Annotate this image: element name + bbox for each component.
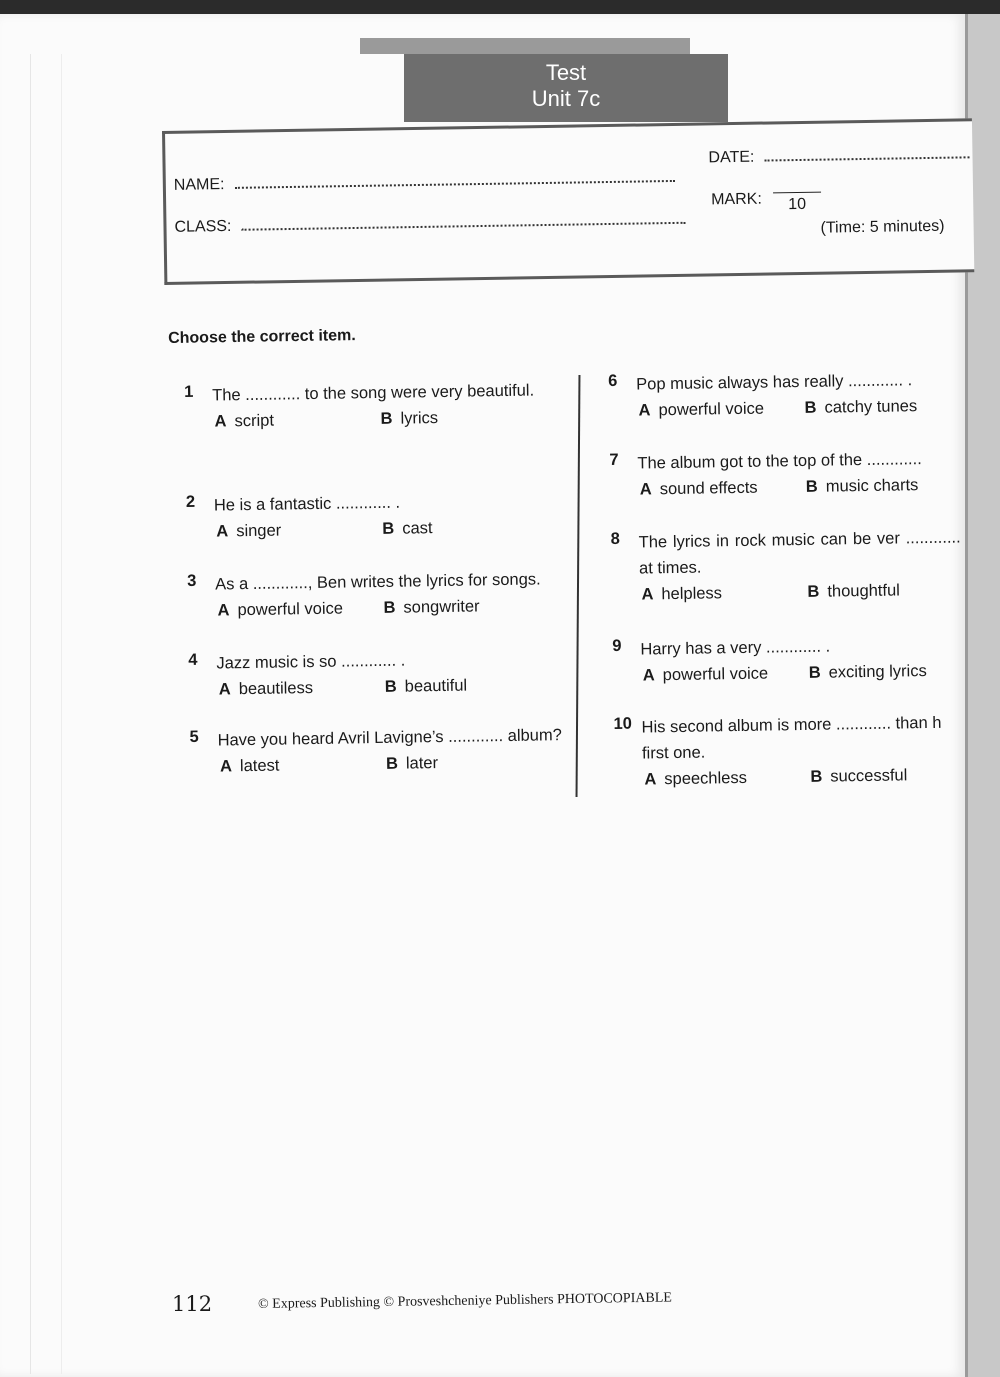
mark-row (711, 191, 762, 210)
option-a[interactable] (644, 765, 747, 793)
question-text: Pop music always has really ............ . (636, 371, 913, 394)
instructions-heading: Choose the correct item. (168, 327, 356, 347)
title-tab-decoration (360, 38, 690, 54)
answer-options (640, 471, 960, 502)
option-a[interactable] (640, 475, 758, 503)
question-text: Harry has a very ............ . (640, 637, 831, 659)
question-8 (610, 524, 962, 636)
class-field[interactable] (242, 210, 686, 231)
answer-options (641, 576, 961, 607)
answer-options (217, 592, 567, 623)
option-letter: B (807, 582, 820, 601)
question-3 (187, 566, 568, 651)
option-b-text: later (405, 754, 439, 773)
question-7 (609, 445, 960, 529)
option-a[interactable] (220, 753, 280, 780)
name-row (174, 168, 675, 195)
answer-options (644, 761, 964, 792)
answer-options (219, 671, 569, 702)
option-a-text: speechless (664, 768, 748, 789)
question-number: 8 (610, 529, 620, 548)
question-text: The lyrics in rock music can be ver ............ at times. (638, 528, 961, 578)
option-a-text: powerful voice (658, 399, 765, 420)
option-a[interactable] (219, 675, 314, 702)
option-letter: B (808, 663, 821, 682)
option-a[interactable] (638, 396, 764, 424)
date-row (708, 144, 970, 167)
option-a-text: helpless (661, 584, 723, 604)
option-letter: A (638, 401, 651, 420)
class-label: CLASS: (174, 217, 232, 236)
question-number: 9 (612, 636, 622, 655)
option-letter: A (639, 480, 652, 499)
question-10 (613, 709, 965, 822)
question-1 (184, 377, 566, 493)
option-b-text: cast (402, 519, 433, 538)
option-letter: B (804, 398, 817, 417)
option-b[interactable] (807, 577, 900, 604)
option-a-text: script (234, 411, 275, 431)
title-line-2: Unit 7c (531, 86, 601, 111)
option-letter: B (805, 477, 818, 496)
option-b-text: exciting lyrics (828, 662, 927, 682)
option-b-text: beautiful (404, 676, 468, 696)
option-letter: A (214, 412, 227, 431)
question-number: 2 (185, 492, 196, 511)
option-a-text: singer (236, 521, 282, 541)
option-b[interactable] (810, 762, 907, 790)
option-a[interactable] (214, 408, 274, 435)
mark-label: MARK: (711, 190, 762, 209)
question-number: 6 (608, 371, 618, 390)
option-b[interactable] (385, 673, 468, 700)
question-number: 5 (189, 727, 199, 746)
option-b[interactable] (809, 658, 927, 686)
question-9 (612, 631, 963, 714)
option-b[interactable] (382, 515, 433, 542)
option-a-text: powerful voice (662, 664, 769, 685)
page-stack-edges (30, 54, 62, 1374)
date-field[interactable] (765, 144, 970, 161)
answer-options (643, 657, 963, 688)
option-letter: B (380, 409, 393, 428)
test-title-box (404, 54, 728, 122)
option-letter: B (382, 519, 395, 538)
copyright-notice: © Express Publishing © Prosveshcheniye Publishers PHOTOCOPIABLE (258, 1290, 672, 1312)
option-a[interactable] (216, 517, 281, 544)
question-4 (188, 645, 569, 728)
option-letter: A (217, 601, 230, 620)
option-letter: A (644, 770, 657, 789)
answer-options (638, 392, 958, 423)
option-letter: A (219, 757, 233, 776)
option-a-text: sound effects (659, 478, 758, 499)
option-a[interactable] (217, 596, 343, 624)
option-b-text: successful (830, 766, 908, 786)
question-text: His second album is more ............ than h first one. (641, 713, 942, 763)
option-b[interactable] (386, 750, 438, 777)
time-limit-note: (Time: 5 minutes) (820, 217, 945, 237)
option-b[interactable] (383, 593, 479, 621)
question-number: 4 (188, 650, 198, 669)
option-letter: A (641, 585, 654, 604)
option-a[interactable] (641, 580, 722, 607)
mark-fraction-line[interactable] (773, 192, 821, 194)
option-b-text: catchy tunes (824, 397, 918, 417)
question-number: 10 (613, 714, 633, 733)
answer-options (214, 403, 564, 434)
question-text: The album got to the top of the ............ (637, 450, 922, 473)
option-a-text: beautiless (238, 679, 314, 699)
option-a-text: latest (239, 756, 280, 776)
questions-left-column (184, 377, 571, 838)
option-b[interactable] (380, 405, 438, 432)
question-number: 3 (186, 571, 197, 590)
answer-options (220, 748, 570, 779)
option-letter: A (642, 666, 655, 685)
option-letter: A (218, 680, 231, 699)
question-6 (608, 367, 959, 451)
option-letter: B (385, 754, 399, 773)
mark-denominator: 10 (788, 195, 807, 214)
option-a-text: powerful voice (237, 599, 344, 620)
class-row (174, 210, 686, 237)
option-b-text: lyrics (400, 409, 439, 428)
question-text: Jazz music is so ............ . (216, 651, 406, 673)
date-label: DATE: (708, 148, 755, 167)
page-number: 112 (172, 1292, 213, 1316)
question-number: 7 (609, 450, 619, 469)
question-text: As a ............, Ben writes the lyrics for songs. (215, 570, 541, 594)
option-letter: B (383, 598, 396, 617)
question-text: He is a fantastic ............ . (213, 493, 401, 515)
name-label: NAME: (173, 176, 225, 194)
student-info-box (162, 118, 974, 285)
option-letter: B (384, 677, 397, 696)
option-b-text: songwriter (403, 597, 480, 617)
name-field[interactable] (235, 168, 675, 189)
question-5 (189, 722, 571, 838)
option-b-text: music charts (825, 476, 919, 496)
answer-options (216, 513, 566, 544)
option-b[interactable] (804, 393, 917, 421)
option-letter: B (810, 767, 823, 786)
option-a[interactable] (643, 661, 769, 689)
question-text: The ............ to the song were very beautiful. (212, 381, 535, 405)
option-letter: A (216, 522, 229, 541)
question-number: 1 (184, 382, 194, 401)
option-b[interactable] (806, 472, 919, 500)
questions-right-column (608, 367, 965, 823)
scan-top-edge (0, 0, 1000, 14)
question-text: Have you heard Avril Lavigne’s ............ album? (217, 726, 562, 750)
option-b-text: thoughtful (827, 581, 901, 601)
title-line-1: Test (545, 60, 587, 85)
question-2 (186, 487, 567, 572)
